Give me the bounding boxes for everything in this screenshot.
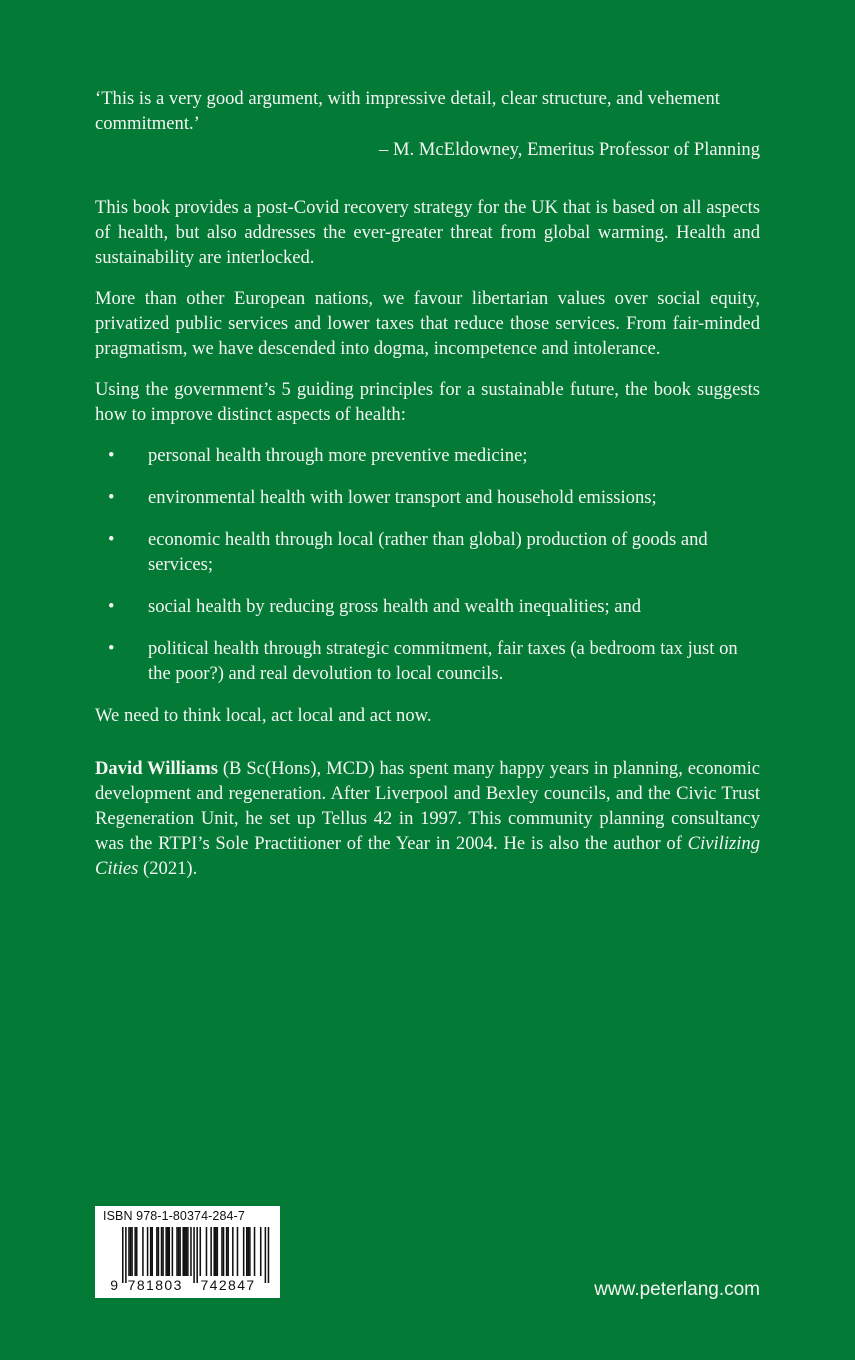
barcode-bar — [200, 1227, 202, 1276]
barcode-bar — [215, 1227, 217, 1276]
barcode-bar — [131, 1227, 133, 1276]
barcode-bar — [161, 1227, 163, 1276]
barcode-bar — [213, 1227, 215, 1276]
list-item: • economic health through local (rather than global) production of goods and services; — [108, 529, 708, 575]
barcode-bar — [260, 1227, 262, 1276]
author-bio: David Williams (B Sc(Hons), MCD) has spent many happy years in planning, economic development and regeneration. After Liverpool and Bexley councils, and the Civic Trust Regeneration Unit, he set up Tellus 42 in 1997. This community planning consultancy was the RTPI’s Sole Practitioner of the Year in 2004. He is also the author of Civilizing Cities (2021). — [95, 758, 760, 879]
quote-attribution: – M. McEldowney, Emeritus Professor of Planning — [379, 139, 760, 160]
barcode-bar — [190, 1227, 192, 1276]
barcode-bar — [176, 1227, 178, 1276]
barcode-bar — [151, 1227, 153, 1276]
publisher-website: www.peterlang.com — [594, 1279, 760, 1300]
bullet-icon: • — [108, 638, 115, 659]
list-item: • social health by reducing gross health and wealth inequalities; and — [108, 596, 642, 617]
barcode-bar — [172, 1227, 174, 1276]
barcode-bar — [150, 1227, 152, 1276]
barcode-digits: 9 — [110, 1277, 118, 1293]
health-aspects-list — [95, 443, 760, 686]
barcode-bar — [186, 1227, 188, 1276]
barcode-bar — [232, 1227, 234, 1276]
barcode-bar — [221, 1227, 223, 1276]
isbn-barcode — [95, 1206, 280, 1298]
barcode-bar — [167, 1227, 169, 1276]
barcode-bar — [179, 1227, 181, 1276]
barcode-bar — [226, 1227, 228, 1276]
blurb-paragraph-1: This book provides a post-Covid recovery strategy for the UK that is based on all aspects of health, but also addresses the ever-greater threat from global warming. Health and sustainability are interlocked. — [95, 197, 760, 268]
bullet-icon: • — [108, 596, 115, 617]
blurb-paragraph-3: Using the government’s 5 guiding principles for a sustainable future, the book suggests how to improve distinct aspects of health: — [95, 379, 760, 425]
barcode-bar — [156, 1227, 158, 1276]
barcode-bar — [268, 1227, 270, 1283]
barcode-bar — [217, 1227, 219, 1276]
barcode-bar — [227, 1227, 229, 1276]
barcode-bar — [184, 1227, 186, 1276]
barcode-bar — [134, 1227, 136, 1276]
barcode-bar — [223, 1227, 225, 1276]
barcode-bar — [158, 1227, 160, 1276]
barcode-bar — [162, 1227, 164, 1276]
barcode-digits: 781803 — [127, 1277, 183, 1293]
barcode-bar — [178, 1227, 180, 1276]
author-name: David Williams — [95, 758, 218, 779]
barcode-bar — [206, 1227, 208, 1276]
bullet-icon: • — [108, 445, 115, 466]
list-item: • personal health through more preventive medicine; — [108, 445, 528, 466]
isbn-label: ISBN 978-1-80374-284-7 — [103, 1209, 245, 1223]
barcode-bar — [254, 1227, 256, 1276]
back-cover-text — [95, 86, 760, 897]
endorsement-quote — [95, 86, 760, 162]
barcode-bar — [210, 1227, 212, 1276]
barcode-bar — [196, 1227, 198, 1283]
closing-line: We need to think local, act local and act now. — [95, 705, 432, 726]
barcode-bar — [237, 1227, 239, 1276]
barcode-digits: 742847 — [200, 1277, 256, 1293]
bullet-icon: • — [108, 487, 115, 508]
barcode-bar — [249, 1227, 251, 1276]
barcode-bar — [147, 1227, 149, 1276]
barcode-bar — [165, 1227, 167, 1276]
barcode-bar — [130, 1227, 132, 1276]
barcode-bar — [128, 1227, 130, 1276]
barcode-bar — [246, 1227, 248, 1276]
barcode-bar — [265, 1227, 267, 1283]
quote-text: ‘This is a very good argument, with impressive detail, clear structure, and vehement commitment.’ — [95, 88, 720, 134]
barcode-bar — [182, 1227, 184, 1276]
bullet-icon: • — [108, 529, 115, 550]
barcode-bar — [169, 1227, 171, 1276]
book-title: Civilizing Cities — [95, 833, 760, 879]
barcode-bar — [125, 1227, 127, 1283]
barcode-bar — [136, 1227, 138, 1276]
barcode-bar — [243, 1227, 245, 1276]
barcode-bar — [248, 1227, 250, 1276]
barcode-bar — [187, 1227, 189, 1276]
blurb-paragraph-2: More than other European nations, we favour libertarian values over social equity, privatized public services and lower taxes that reduce those services. From fair-minded pragmatism, we have descended into dogma, incompetence and intolerance. — [95, 288, 760, 359]
barcode-bar — [193, 1227, 195, 1283]
barcode-image — [95, 1206, 280, 1298]
barcode-bar — [142, 1227, 144, 1276]
barcode-bar — [122, 1227, 124, 1283]
list-item: • environmental health with lower transport and household emissions; — [108, 487, 657, 508]
list-item: • political health through strategic commitment, fair taxes (a bedroom tax just on the poor?) and real devolution to local councils. — [108, 638, 738, 684]
